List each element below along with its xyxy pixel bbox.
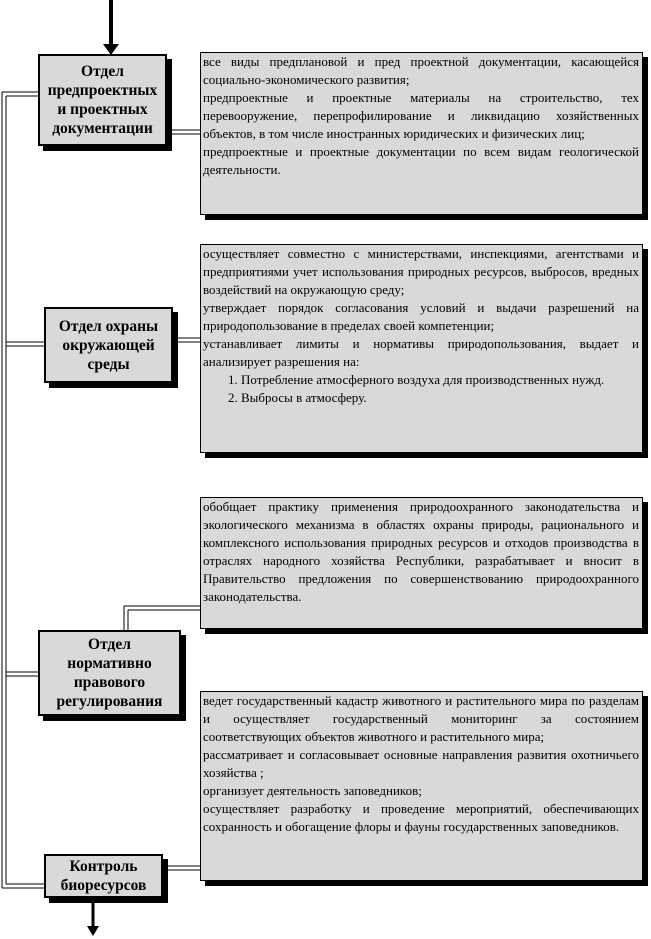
desc-list-item: 2. Выбросы в атмосферу.: [241, 389, 639, 407]
desc-box-4: [200, 691, 643, 881]
desc-paragraph: все виды предплановой и пред проектной документации, касающейся социально-экономического развития;: [203, 54, 639, 87]
desc-list-item: 1. Потребление атмосферного воздуха для производственных нужд.: [241, 371, 639, 389]
dept-box-kontrol-bioresursov: [44, 854, 163, 898]
desc-paragraph: утверждает порядок согласования условий и выдачи разрешений на природопользование в пределах своей компетенции;: [203, 300, 639, 333]
bottom-arrow-head: [87, 926, 99, 936]
dept-title: Контроль биоресурсов: [60, 858, 147, 894]
dept-title: Отдел нормативно правового регулирования: [56, 636, 163, 710]
desc-paragraph: предпроектные и проектные материалы на строительство, тех перевооружение, перепрофилирование и ликвидацию хозяйственных объектов, в том числе иностранных юридических и физических лиц;: [203, 90, 639, 141]
desc-paragraph: организует деятельность заповедников;: [203, 783, 422, 798]
dept-box-predproektnyh: [38, 54, 167, 146]
dept-title: Отдел предпроектных и проектных документации: [47, 63, 158, 137]
desc-paragraph: ведет государственный кадастр животного и растительного мира по разделам и осуществляет государственный мониторинг за состоянием соответствующих объектов животного и растительного мира;: [203, 693, 639, 744]
desc-paragraph: предпроектные и проектные документации по всем видам геологической деятельности.: [203, 144, 639, 177]
desc-box-3: [200, 497, 643, 629]
desc-paragraph: обобщает практику применения природоохранного законодательства и экологического механизма в областях охраны природы, рационального и комплексного использования природных ресурсов и отходов производства в отраслях народного хозяйства Республики, разрабатывает и вносит в Правительство предложения по совершенствованию природоохранного законодательства.: [203, 499, 639, 604]
desc-list: [203, 371, 639, 407]
desc-box-1: [200, 52, 643, 215]
desc-paragraph: рассматривает и согласовывает основные направления развития охотничьего хозяйства ;: [203, 747, 639, 780]
desc-paragraph: осуществляет совместно с министерствами, инспекциями, агентствами и предприятиями учет использования природных ресурсов, выбросов, вредных воздействий на окружающую среду;: [203, 246, 639, 297]
dept-title: Отдел охраны окружающей среды: [58, 317, 159, 373]
desc-box-2: [200, 244, 643, 453]
desc-paragraph: осуществляет разработку и проведение мероприятий, обеспечивающих сохранность и обогащение флоры и фауны государственных заповедников.: [203, 801, 639, 834]
dept-box-ohrany-sredy: [44, 307, 173, 383]
desc-paragraph: устанавливает лимиты и нормативы природопользования, выдает и анализирует разрешения на:: [203, 336, 639, 369]
dept-box-normativno-pravovogo: [38, 630, 181, 716]
